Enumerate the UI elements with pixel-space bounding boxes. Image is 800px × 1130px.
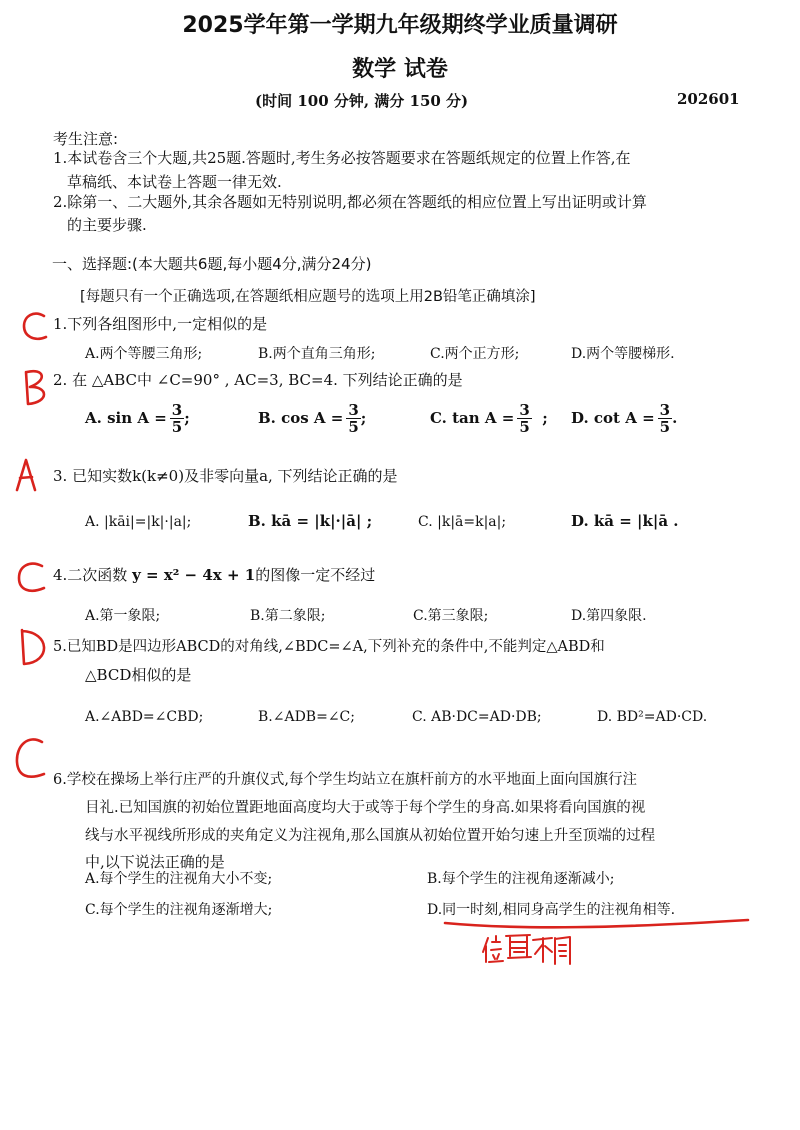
exam-title: 2025学年第一学期九年级期终学业质量调研 xyxy=(182,13,618,38)
q2-b-label: B. cos A = xyxy=(258,409,344,427)
handwritten-note xyxy=(483,935,570,964)
q2-c-label: C. tan A = xyxy=(430,409,515,427)
question-3-stem: 3. 已知实数k(k≠0)及非零向量a, 下列结论正确的是 xyxy=(53,467,398,485)
q3-option-c: C. |k|ā=k|a|; xyxy=(418,514,507,530)
question-6-stem: 6.学校在操场上举行庄严的升旗仪式,每个学生均站立在旗杆前方的水平地面上面向国旗行注 xyxy=(53,772,637,788)
notice-heading: 考生注意: xyxy=(53,130,119,148)
time-info: (时间 100 分钟, 满分 150 分) xyxy=(255,92,469,110)
q4-option-a: A.第一象限; xyxy=(85,608,161,624)
q5-option-b: B.∠ADB=∠C; xyxy=(258,709,355,725)
exam-subtitle: 数学 试卷 xyxy=(352,57,448,82)
q2-b-fraction: $\frac{3}{5}$ xyxy=(348,401,359,436)
notice-item-1-cont: 草稿纸、本试卷上答题一律无效. xyxy=(67,173,282,191)
q2-a-fraction: $\frac{3}{5}$ xyxy=(171,401,183,436)
answer-mark-q5-D xyxy=(22,630,44,664)
answer-mark-q6-C xyxy=(17,739,44,776)
underline-q6-d xyxy=(445,920,748,927)
question-1-stem: 1.下列各组图形中,一定相似的是 xyxy=(53,315,268,333)
q2-option-b: B. cos A = $\frac{3}{5}$ ; xyxy=(258,401,367,436)
question-6-stem-2: 目礼.已知国旗的初始位置距地面高度均大于或等于每个学生的身高.如果将看向国旗的视 xyxy=(85,800,646,816)
q5-option-d: D. BD²=AD·CD. xyxy=(597,709,708,725)
q2-c-fraction: $\frac{3}{5}$ xyxy=(519,401,530,436)
q2-option-d: D. cot A = $\frac{3}{5}$ . xyxy=(571,401,678,436)
exam-code: 202601 xyxy=(677,90,740,108)
q1-option-a: A.两个等腰三角形; xyxy=(85,346,203,362)
q2-option-a: A. sin A = $\frac{3}{5}$ ; xyxy=(85,401,190,436)
answer-mark-q1-C xyxy=(24,314,46,339)
q1-option-d: D.两个等腰梯形. xyxy=(571,346,675,362)
q4-option-c: C.第三象限; xyxy=(413,608,489,624)
section-instruction: [每题只有一个正确选项,在答题纸相应题号的选项上用2B铅笔正确填涂] xyxy=(80,289,536,305)
q5-option-a: A.∠ABD=∠CBD; xyxy=(85,709,204,725)
answer-mark-q3-A xyxy=(17,460,35,490)
question-5-stem-cont: △BCD相似的是 xyxy=(85,666,192,684)
q3-option-a: A. |kāi|=|k|·|a|; xyxy=(85,514,192,530)
q2-d-fraction: $\frac{3}{5}$ xyxy=(659,401,671,436)
q2-d-label: D. cot A = xyxy=(571,409,655,427)
q4-formula: y = x² − 4x + 1 xyxy=(132,566,256,584)
q6-option-c: C.每个学生的注视角逐渐增大; xyxy=(85,902,273,918)
q6-option-b: B.每个学生的注视角逐渐减小; xyxy=(427,871,615,887)
q4-option-d: D.第四象限. xyxy=(571,608,647,624)
question-6-stem-3: 线与水平视线所形成的夹角定义为注视角,那么国旗从初始位置开始匀速上升至顶端的过程 xyxy=(85,828,656,844)
answer-mark-q4-C xyxy=(19,564,44,591)
q1-option-b: B.两个直角三角形; xyxy=(258,346,376,362)
q6-option-d: D.同一时刻,相同身高学生的注视角相等. xyxy=(427,902,676,918)
q2-a-label: A. sin A = xyxy=(85,409,167,427)
answer-mark-q2-B xyxy=(26,371,44,404)
q1-option-c: C.两个正方形; xyxy=(430,346,520,362)
question-5-stem: 5.已知BD是四边形ABCD的对角线,∠BDC=∠A,下列补充的条件中,不能判定△ABD和 xyxy=(53,639,605,655)
notice-item-1: 1.本试卷含三个大题,共25题.答题时,考生务必按答题要求在答题纸规定的位置上作答,在 xyxy=(53,149,631,167)
q5-option-c: C. AB·DC=AD·DB; xyxy=(412,709,542,725)
notice-item-2: 2.除第一、二大题外,其余各题如无特别说明,都必须在答题纸的相应位置上写出证明或计算 xyxy=(53,193,647,211)
section-heading: 一、选择题:(本大题共6题,每小题4分,满分24分) xyxy=(52,255,372,273)
q3-option-b: B. kā = |k|·|ā| ; xyxy=(248,512,373,530)
question-4-stem: 4.二次函数 y = x² − 4x + 1的图像一定不经过 xyxy=(53,566,376,584)
notice-item-2-cont: 的主要步骤. xyxy=(67,216,147,234)
q2-option-c: C. tan A = $\frac{3}{5}$ ; xyxy=(430,401,548,436)
q3-option-d: D. kā = |k|ā . xyxy=(571,512,679,530)
question-6-stem-4: 中,以下说法正确的是 xyxy=(85,853,225,871)
q4-option-b: B.第二象限; xyxy=(250,608,326,624)
q6-option-a: A.每个学生的注视角大小不变; xyxy=(85,871,273,887)
question-2-stem: 2. 在 △ABC中 ∠C=90° , AC=3, BC=4. 下列结论正确的是 xyxy=(53,371,463,389)
